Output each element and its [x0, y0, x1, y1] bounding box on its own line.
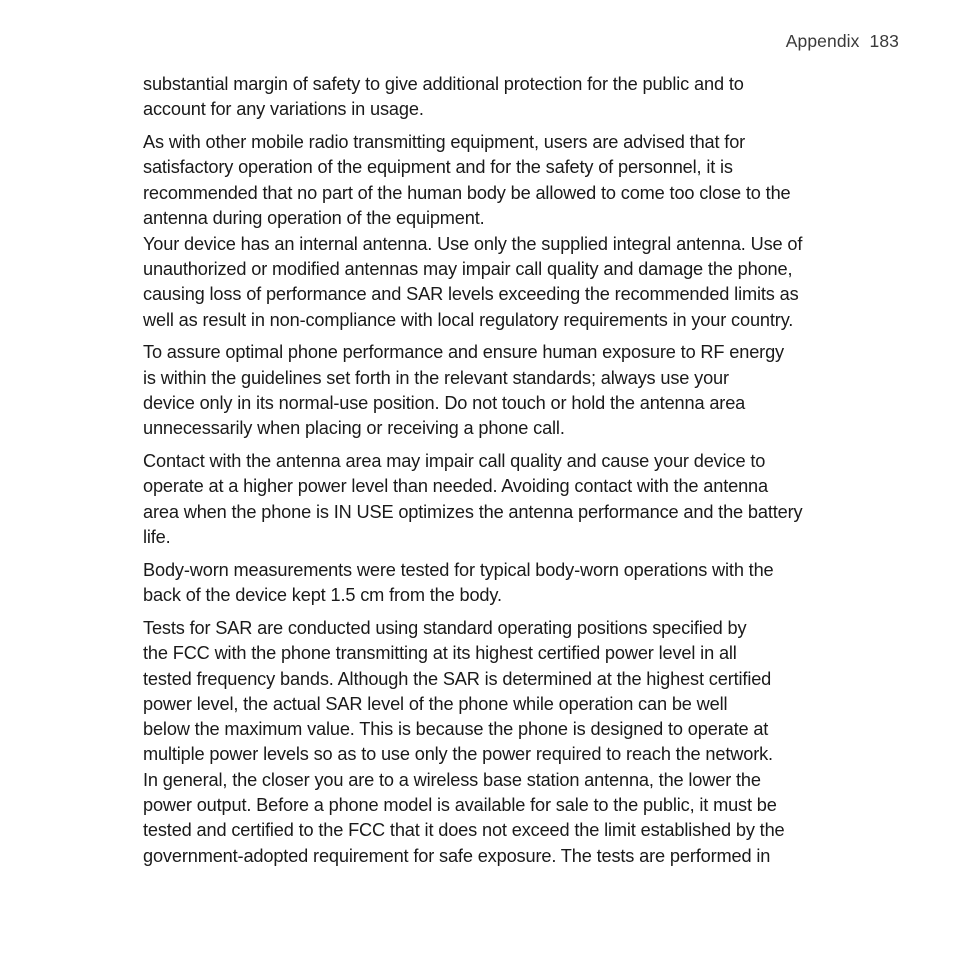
text-line: account for any variations in usage.	[143, 99, 424, 120]
text-line: government-adopted requirement for safe exposure. The tests are performed in	[143, 845, 771, 866]
text-line: unnecessarily when placing or receiving a phone call.	[143, 418, 565, 439]
text-line: is within the guidelines set forth in the relevant standards; always use your	[143, 367, 729, 388]
text-line: life.	[143, 527, 171, 548]
text-line: recommended that no part of the human body be allowed to come too close to the	[143, 182, 791, 203]
paragraph-body-worn	[143, 558, 888, 609]
text-line: well as result in non-compliance with local regulatory requirements in your country.	[143, 309, 794, 330]
text-line: antenna during operation of the equipment.	[143, 207, 485, 228]
text-line: multiple power levels so as to use only the power required to reach the network.	[143, 744, 773, 765]
text-line: back of the device kept 1.5 cm from the body.	[143, 585, 502, 606]
running-header	[786, 31, 899, 52]
text-line: below the maximum value. This is because the phone is designed to operate at	[143, 719, 769, 740]
text-line: tested frequency bands. Although the SAR is determined at the highest certified	[143, 668, 772, 689]
text-line: Contact with the antenna area may impair call quality and cause your device to	[143, 451, 766, 472]
text-line: power output. Before a phone model is available for sale to the public, it must be	[143, 795, 777, 816]
text-line: satisfactory operation of the equipment and for the safety of personnel, it is	[143, 157, 733, 178]
text-line: causing loss of performance and SAR levels exceeding the recommended limits as	[143, 284, 799, 305]
paragraph-sar-tests	[143, 616, 888, 869]
paragraph-user-advice	[143, 130, 888, 231]
paragraph-antenna-contact	[143, 449, 888, 550]
text-line: power level, the actual SAR level of the phone while operation can be well	[143, 693, 728, 714]
text-line: area when the phone is IN USE optimizes the antenna performance and the battery	[143, 501, 803, 522]
text-line: tested and certified to the FCC that it does not exceed the limit established by the	[143, 820, 785, 841]
text-line: In general, the closer you are to a wireless base station antenna, the lower the	[143, 769, 761, 790]
text-line: Your device has an internal antenna. Use only the supplied integral antenna. Use of	[143, 233, 803, 254]
body-text	[143, 72, 888, 876]
paragraph-safety-margin	[143, 72, 888, 123]
header-section-title: Appendix	[785, 31, 860, 51]
text-line: device only in its normal-use position. Do not touch or hold the antenna area	[143, 393, 746, 414]
text-line: unauthorized or modified antennas may impair call quality and damage the phone,	[143, 259, 793, 280]
text-line: substantial margin of safety to give additional protection for the public and to	[143, 74, 744, 94]
text-line: As with other mobile radio transmitting equipment, users are advised that for	[143, 132, 746, 153]
text-line: Tests for SAR are conducted using standard operating positions specified by	[143, 617, 747, 638]
text-line: the FCC with the phone transmitting at its highest certified power level in all	[143, 643, 737, 664]
text-line: Body-worn measurements were tested for typical body-worn operations with the	[143, 559, 774, 580]
text-line: To assure optimal phone performance and ensure human exposure to RF energy	[143, 342, 784, 363]
page-number: 183	[869, 31, 899, 51]
paragraph-internal-antenna	[143, 232, 888, 333]
paragraph-optimal-performance	[143, 340, 888, 441]
text-line: operate at a higher power level than needed. Avoiding contact with the antenna	[143, 476, 768, 497]
